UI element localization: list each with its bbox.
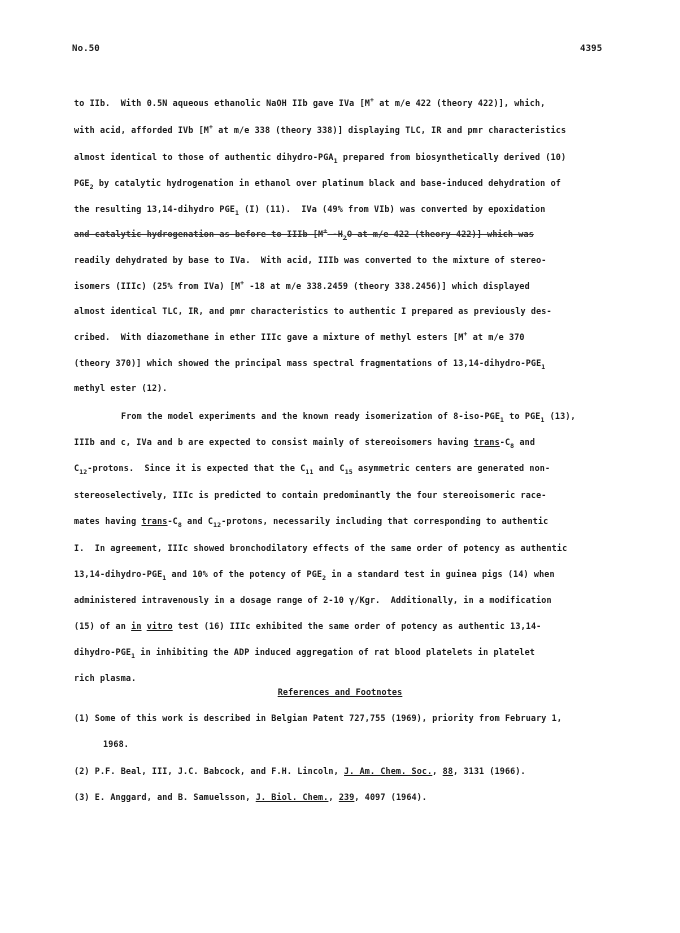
text-line: rich plasma. bbox=[74, 673, 137, 683]
journal-volume: 88 bbox=[442, 766, 454, 776]
text-line: (theory 370)] which showed the principal mass spectral fragmentations of $13,14-dihydro-PGE_1$ bbox=[74, 358, 546, 371]
text-line: almost identical TLC, IR, and pmr characteristics to authentic I prepared as previously des- bbox=[74, 306, 552, 316]
text-line: stereoselectively, IIIc is predicted to contain predominantly the four stereoisomeric race- bbox=[74, 490, 547, 500]
text-line: methyl ester (12). bbox=[74, 383, 168, 393]
journal-name: J. Biol. Chem. bbox=[255, 792, 329, 802]
reference-3 bbox=[74, 792, 427, 802]
ref-sep: , bbox=[432, 766, 443, 776]
text-line: mates having trans-$C_8$ and $C_{12}$-protons, necessarily including that corresponding to authentic bbox=[74, 516, 549, 529]
text-line: IIIb and c, IVa and b are expected to consist mainly of stereoisomers having trans-$C_8$ and bbox=[74, 437, 536, 450]
text-line: cribed. With diazomethane in ether IIIc gave a mixture of methyl esters [M+ at m/e 370 bbox=[74, 330, 525, 342]
text-line: almost identical to those of authentic dihydro-$PGA_1$ prepared from biosynthetically derived (10) bbox=[74, 152, 567, 165]
text-line: $PGE_2$ by catalytic hydrogenation in ethanol over platinum black and base-induced dehydration of bbox=[74, 178, 561, 191]
reference-2 bbox=[74, 766, 526, 776]
text-line: readily dehydrated by base to IVa. With acid, IIIb was converted to the mixture of stereo- bbox=[74, 255, 547, 265]
reference-1-continued: 1968. bbox=[103, 739, 129, 749]
text-line: dihydro-$PGE_1$ in inhibiting the ADP induced aggregation of rat blood platelets in platelet bbox=[74, 647, 536, 660]
section-title: References and Footnotes bbox=[277, 687, 403, 697]
ref-authors: (3) E. Anggard, and B. Samuelsson, bbox=[74, 792, 256, 802]
journal-volume: 239 bbox=[338, 792, 355, 802]
text-line: $13,14-dihydro-PGE_1$ and 10% of the potency of $PGE_2$ in a standard test in guinea pigs (14) when bbox=[74, 569, 555, 582]
text-line: with acid, afforded IVb [M+ at m/e 338 (theory 338)] displaying TLC, IR and pmr characteristics bbox=[74, 123, 567, 135]
text-line: to IIb. With 0.5N aqueous ethanolic NaOH IIb gave IVa [M+ at m/e 422 (theory 422)], which, bbox=[74, 96, 546, 108]
text-line: (15) of an in vitro test (16) IIIc exhibited the same order of potency as authentic 13,14- bbox=[74, 621, 542, 631]
text-line: $C_{12}$-protons. Since it is expected that the $C_{11}$ and $C_{15}$ asymmetric centers are generated non- bbox=[74, 463, 551, 476]
ref-sep: , bbox=[328, 792, 339, 802]
text-line: the resulting 13,14-dihydro $PGE_1$ (I) (11). IVa (49% from VIb) was converted by epoxidation bbox=[74, 204, 546, 217]
page-number: 4395 bbox=[580, 44, 603, 54]
text-line: I. In agreement, IIIc showed bronchodilatory effects of the same order of potency as authentic bbox=[74, 543, 568, 553]
ref-authors: (2) P.F. Beal, III, J.C. Babcock, and F.H. Lincoln, bbox=[74, 766, 344, 776]
running-header-left: No.50 bbox=[72, 44, 100, 54]
text-line: administered intravenously in a dosage range of 2-10 γ/Kgr. Additionally, in a modification bbox=[74, 595, 552, 605]
ref-pages: , 3131 (1966). bbox=[453, 766, 526, 776]
text-line: and catalytic hydrogenation as before to IIIb [M+ $-H_2O$ at m/e 422 (theory 422)] which was bbox=[74, 227, 534, 242]
journal-name: J. Am. Chem. Soc. bbox=[344, 766, 433, 776]
reference-1: (1) Some of this work is described in Belgian Patent 727,755 (1969), priority from February 1, bbox=[74, 713, 563, 723]
text-line: isomers (IIIc) (25% from IVa) [M+ -18 at m/e 338.2459 (theory 338.2456)] which displayed bbox=[74, 279, 530, 291]
ref-pages: , 4097 (1964). bbox=[354, 792, 428, 802]
text-line: From the model experiments and the known ready isomerization of $8-iso-PGE_1$ to $PGE_1$ (13), bbox=[121, 411, 576, 424]
